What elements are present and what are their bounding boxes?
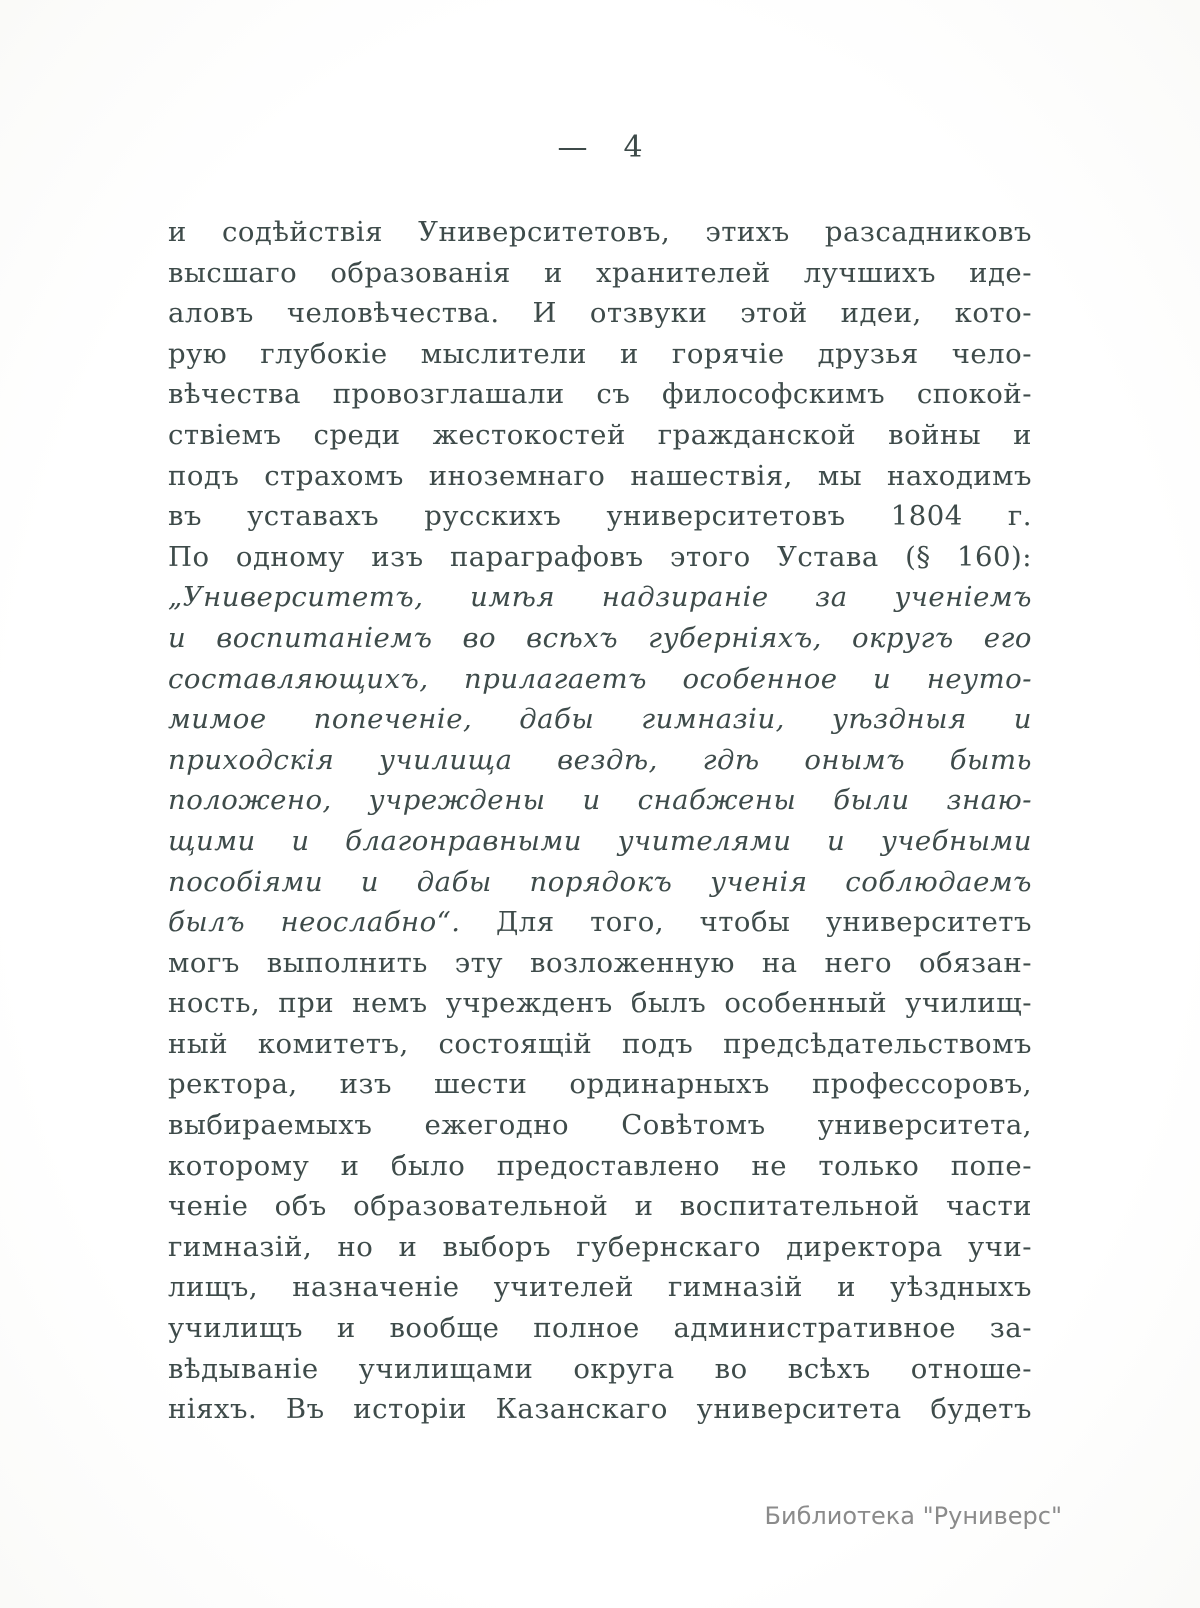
text-line: рую глубокіе мыслители и горячіе друзья чело- bbox=[168, 337, 1032, 370]
quote-line: „Университетъ, имѣя надзираніе за ученіемъ bbox=[168, 581, 1032, 614]
text-line: гимназій, но и выборъ губернскаго директора учи- bbox=[168, 1230, 1032, 1263]
page-header bbox=[0, 130, 1200, 165]
quote-line: положено, учреждены и снабжены были знаю- bbox=[168, 784, 1032, 817]
header-dash: — bbox=[557, 130, 588, 165]
quote-line: щими и благонравными учителями и учебными bbox=[168, 824, 1032, 857]
text-line: которому и было предоставлено не только попе- bbox=[168, 1149, 1032, 1182]
text-line: высшаго образованія и хранителей лучшихъ иде- bbox=[168, 256, 1032, 289]
text-line: и содѣйствія Университетовъ, этихъ разсадниковъ bbox=[168, 216, 1032, 248]
quote-line: мимое попеченіе, дабы гимназіи, уѣздныя и bbox=[168, 703, 1032, 736]
text-line: выбираемыхъ ежегодно Совѣтомъ университета, bbox=[168, 1109, 1032, 1142]
text-line: ченіе объ образовательной и воспитательной части bbox=[168, 1190, 1032, 1223]
text-line: вѣдываніе училищами округа во всѣхъ отноше- bbox=[168, 1352, 1032, 1385]
quote-line: и воспитаніемъ во всѣхъ губерніяхъ, округъ его bbox=[168, 621, 1032, 654]
text-line: аловъ человѣчества. И отзвуки этой идеи, кото- bbox=[168, 297, 1032, 330]
text-line: ствіемъ среди жестокостей гражданской войны и bbox=[168, 418, 1032, 451]
text-line: ность, при немъ учрежденъ былъ особенный училищ- bbox=[168, 987, 1032, 1020]
text-line: ный комитетъ, состоящій подъ предсѣдательствомъ bbox=[168, 1027, 1032, 1060]
text-line: ректора, изъ шести ординарныхъ профессоровъ, bbox=[168, 1068, 1032, 1101]
text-line: въ уставахъ русскихъ университетовъ 1804 г. bbox=[168, 500, 1032, 533]
text-line: По одному изъ параграфовъ этого Устава (§ 160): bbox=[168, 540, 1032, 573]
text-line: вѣчества провозглашали съ философскимъ спокой- bbox=[168, 378, 1032, 411]
quote-end-segment: былъ неослабно“. bbox=[168, 906, 496, 939]
text-line: ніяхъ. Въ исторіи Казанскаго университета будетъ bbox=[168, 1393, 1032, 1426]
text-line: подъ страхомъ иноземнаго нашествія, мы находимъ bbox=[168, 459, 1032, 492]
mixed-text-line bbox=[168, 902, 1032, 943]
text-line: могъ выполнить эту возложенную на него обязан- bbox=[168, 946, 1032, 979]
library-watermark: Библиотека "Руниверс" bbox=[764, 1502, 1062, 1530]
page-body-text bbox=[168, 212, 1032, 1430]
quote-line: приходскія училища вездѣ, гдѣ онымъ быть bbox=[168, 743, 1032, 776]
text-line: училищъ и вообще полное административное за- bbox=[168, 1312, 1032, 1345]
normal-segment: Для того, чтобы университетъ bbox=[495, 906, 1032, 939]
quote-line: пособіями и дабы порядокъ ученія соблюдаемъ bbox=[168, 865, 1032, 898]
quote-line: составляющихъ, прилагаетъ особенное и неуто- bbox=[168, 662, 1032, 695]
page-number: 4 bbox=[623, 130, 643, 165]
text-line: лищъ, назначеніе учителей гимназій и уѣздныхъ bbox=[168, 1271, 1032, 1304]
